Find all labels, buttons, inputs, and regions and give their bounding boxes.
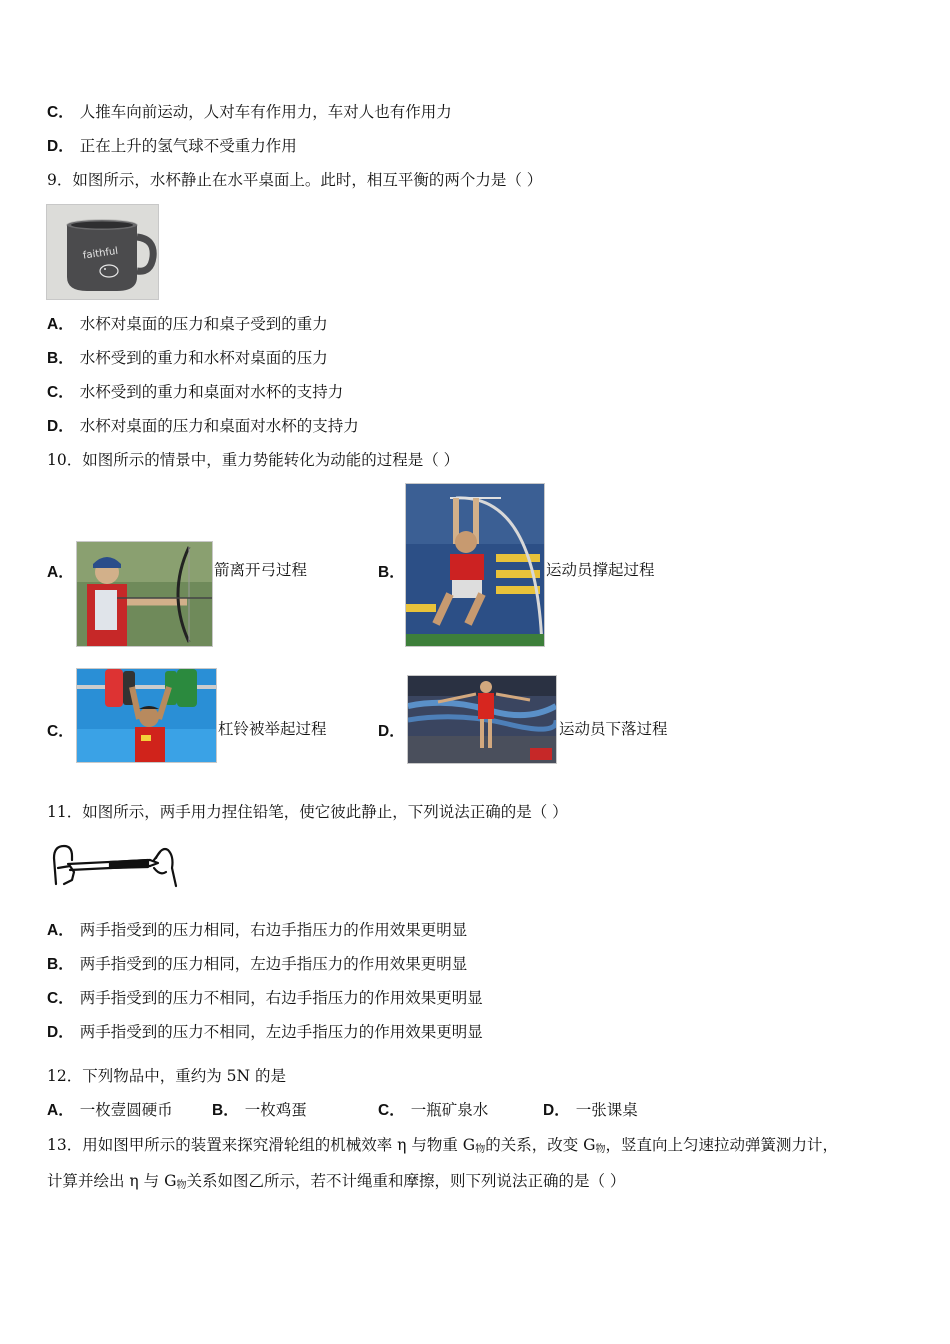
q11-option-d: D． 两手指受到的压力不相同，左边手指压力的作用效果更明显 bbox=[47, 1023, 483, 1041]
q10-option-a-text: 箭离开弓过程 bbox=[214, 561, 308, 579]
pencil-fingers-sketch bbox=[50, 838, 180, 890]
q10-option-c-letter: C． bbox=[47, 723, 74, 740]
q11-option-b: B． 两手指受到的压力相同，左边手指压力的作用效果更明显 bbox=[47, 955, 468, 973]
q8-option-c: C． 人推车向前运动，人对车有作用力，车对人也有作用力 bbox=[47, 103, 452, 121]
q12-option-b: B． 一枚鸡蛋 bbox=[212, 1101, 307, 1119]
q12-option-d: D． 一张课桌 bbox=[543, 1101, 638, 1119]
q12-option-c: C． 一瓶矿泉水 bbox=[378, 1101, 489, 1119]
q13-stem-line1: 13．用如图甲所示的装置来探究滑轮组的机械效率 η 与物重 $G_物$的关系，改变 $G_物$，竖直向上匀速拉动弹簧测力计， bbox=[47, 1136, 839, 1155]
trampoline-photo bbox=[407, 675, 557, 764]
cup-photo bbox=[46, 204, 159, 300]
q10-option-d-text: 运动员下落过程 bbox=[559, 720, 668, 738]
q9-option-b: B． 水杯受到的重力和水杯对桌面的压力 bbox=[47, 349, 328, 367]
q8-option-d: D． 正在上升的氢气球不受重力作用 bbox=[47, 137, 297, 155]
q12-option-a: A． 一枚壹圆硬币 bbox=[47, 1101, 173, 1119]
q9-option-c: C． 水杯受到的重力和桌面对水杯的支持力 bbox=[47, 383, 344, 401]
weightlifter-photo bbox=[76, 668, 217, 763]
q12-stem: 12．下列物品中，重约为 5N 的是 bbox=[47, 1067, 287, 1085]
q11-stem: 11．如图所示，两手用力捏住铅笔，使它彼此静止，下列说法正确的是（ ） bbox=[47, 803, 568, 821]
q11-option-c: C． 两手指受到的压力不相同，右边手指压力的作用效果更明显 bbox=[47, 989, 483, 1007]
q10-option-b-text: 运动员撑起过程 bbox=[546, 561, 655, 579]
q10-stem: 10．如图所示的情景中，重力势能转化为动能的过程是（ ） bbox=[47, 451, 460, 469]
archer-photo bbox=[76, 541, 213, 647]
q9-option-a: A． 水杯对桌面的压力和桌子受到的重力 bbox=[47, 315, 328, 333]
q10-option-b-letter: B． bbox=[378, 564, 405, 581]
q13-stem-line2: 计算并绘出 η 与 $G_物$关系如图乙所示，若不计绳重和摩擦，则下列说法正确的是（ ） bbox=[47, 1172, 626, 1191]
svg-text:faithful: faithful bbox=[82, 245, 119, 262]
q9-stem: 9．如图所示，水杯静止在水平桌面上。此时，相互平衡的两个力是（ ） bbox=[47, 171, 543, 189]
q10-option-a-letter: A． bbox=[47, 564, 74, 581]
q9-option-d: D． 水杯对桌面的压力和桌面对水杯的支持力 bbox=[47, 417, 359, 435]
q10-option-d-letter: D． bbox=[378, 723, 405, 740]
pole-vault-photo bbox=[405, 483, 545, 647]
q11-option-a: A． 两手指受到的压力相同，右边手指压力的作用效果更明显 bbox=[47, 921, 468, 939]
q10-option-c-text: 杠铃被举起过程 bbox=[218, 720, 327, 738]
